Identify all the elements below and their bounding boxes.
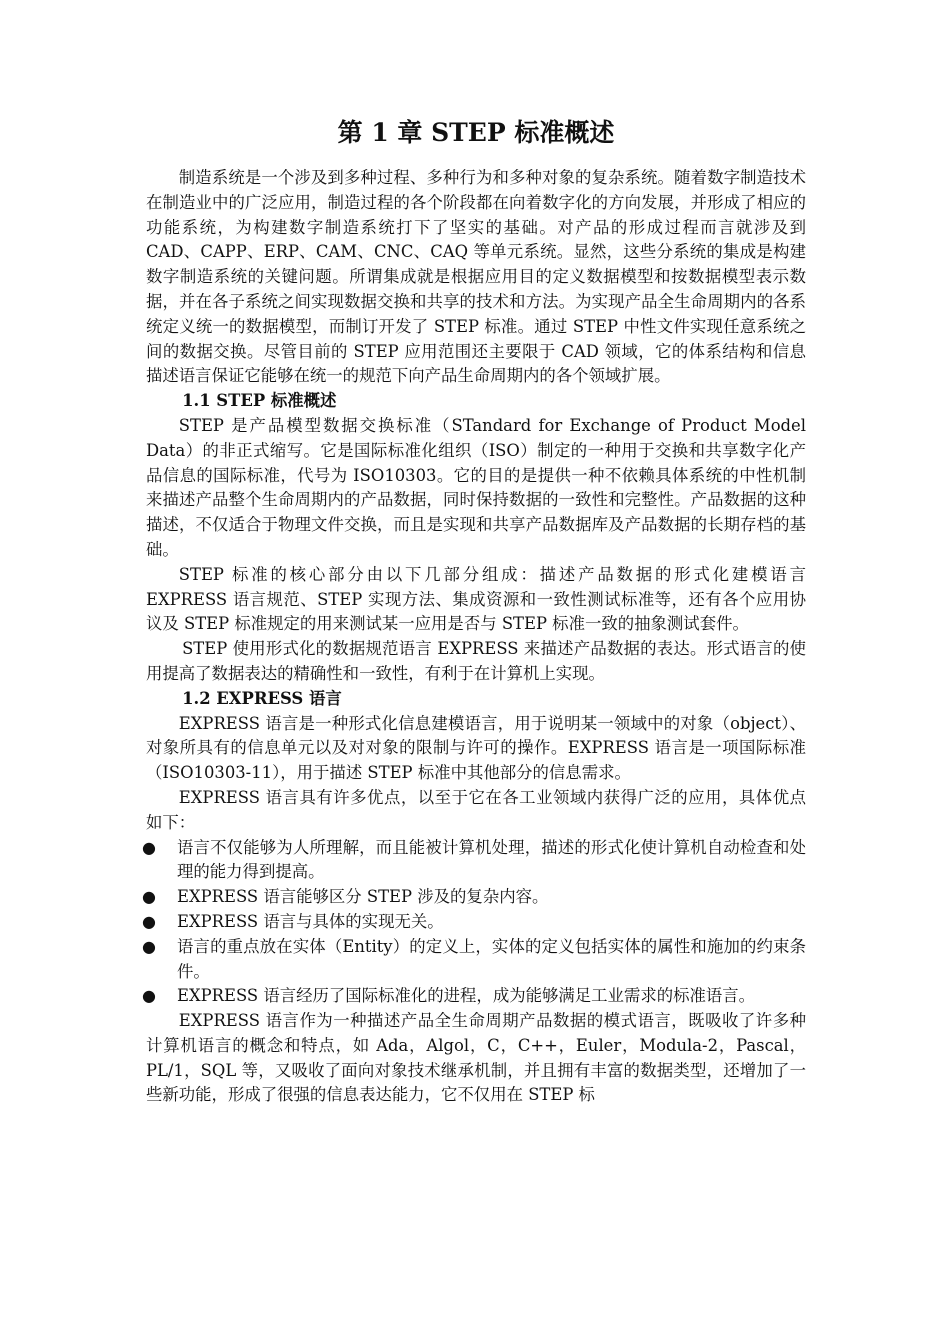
list-item-text: EXPRESS 语言能够区分 STEP 涉及的复杂内容。	[177, 887, 549, 907]
paragraph: STEP 是产品模型数据交换标准（STandard for Exchange of Product Model Data）的非正式缩写。它是国际标准化组织（ISO）制定的一种用于交换和共享数字化产品信息的国际标准，代号为 ISO10303。它的目的是提供一种不依赖具体系统的中性机制来描述产品整个生命周期内的产品数据，同时保持数据的一致性和完整性。产品数据的这种描述，不仅适合于物理文件交换，而且是实现和共享产品数据库及产品数据的长期存档的基础。	[146, 415, 806, 559]
bullet-icon: ●	[142, 837, 156, 857]
closing-paragraph: EXPRESS 语言作为一种描述产品全生命周期产品数据的模式语言，既吸收了许多种计算机语言的概念和特点，如 Ada，Algol，C，C++，Euler，Modula-2，Pascal，PL/1，SQL 等，又吸收了面向对象技术继承机制，并且拥有丰富的数据类型，还增加了一些新功能，形成了很强的信息表达能力，它不仅用在 STEP 标	[146, 1011, 806, 1105]
list-item-text: EXPRESS 语言经历了国际标准化的进程，成为能够满足工业需求的标准语言。	[177, 986, 756, 1006]
bullet-icon: ●	[142, 887, 156, 907]
intro-paragraph: 制造系统是一个涉及到多种过程、多种行为和多种对象的复杂系统。随着数字制造技术在制造业中的广泛应用，制造过程的各个阶段都在向着数字化的方向发展，并形成了相应的功能系统，为构建数字制造系统打下了坚实的基础。对产品的形成过程而言就涉及到 CAD、CAPP、ERP、CAM、CNC、CAQ 等单元系统。显然，这些分系统的集成是构建数字制造系统的关键问题。所谓集成就是根据应用目的定义数据模型和按数据模型表示数据，并在各子系统之间实现数据交换和共享的技术和方法。为实现产品全生命周期内的各系统定义统一的数据模型，而制订开发了 STEP 标准。通过 STEP 中性文件实现任意系统之间的数据交换。尽管目前的 STEP 应用范围还主要限于 CAD 领域，它的体系结构和信息描述语言保证它能够在统一的规范下向产品生命周期内的各个领域扩展。	[146, 168, 806, 386]
list-item	[142, 885, 806, 910]
bullet-icon: ●	[142, 986, 156, 1006]
chapter-title: 第 1 章 STEP 标准概述	[337, 118, 615, 147]
page-content	[142, 112, 806, 1108]
section-heading-1-1: 1.1 STEP 标准概述	[182, 391, 337, 411]
list-item	[142, 984, 806, 1009]
paragraph: STEP 使用形式化的数据规范语言 EXPRESS 来描述产品数据的表达。形式语言的使用提高了数据表达的精确性和一致性，有利于在计算机上实现。	[146, 639, 806, 683]
list-item	[142, 935, 806, 985]
list-item-text: 语言的重点放在实体（Entity）的定义上，实体的定义包括实体的属性和施加的约束条件。	[177, 936, 806, 981]
paragraph: STEP 标准的核心部分由以下几部分组成：描述产品数据的形式化建模语言 EXPRESS 语言规范、STEP 实现方法、集成资源和一致性测试标准等，还有各个应用协议及 STEP 标准规定的用来测试某一应用是否与 STEP 标准一致的抽象测试套件。	[146, 564, 806, 634]
bullet-icon: ●	[142, 936, 156, 956]
section-heading-1-2: 1.2 EXPRESS 语言	[182, 688, 342, 708]
list-item	[142, 910, 806, 935]
advantages-list	[142, 836, 806, 1010]
list-item	[142, 836, 806, 886]
paragraph: EXPRESS 语言具有许多优点，以至于它在各工业领域内获得广泛的应用，具体优点如下：	[146, 787, 806, 832]
list-item-text: EXPRESS 语言与具体的实现无关。	[177, 911, 444, 931]
list-item-text: 语言不仅能够为人所理解，而且能被计算机处理，描述的形式化使计算机自动检查和处理的能力得到提高。	[177, 837, 806, 882]
paragraph: EXPRESS 语言是一种形式化信息建模语言，用于说明某一领域中的对象（object）、对象所具有的信息单元以及对对象的限制与许可的操作。EXPRESS 语言是一项国际标准（ISO10303-11），用于描述 STEP 标准中其他部分的信息需求。	[146, 713, 806, 783]
bullet-icon: ●	[142, 911, 156, 931]
